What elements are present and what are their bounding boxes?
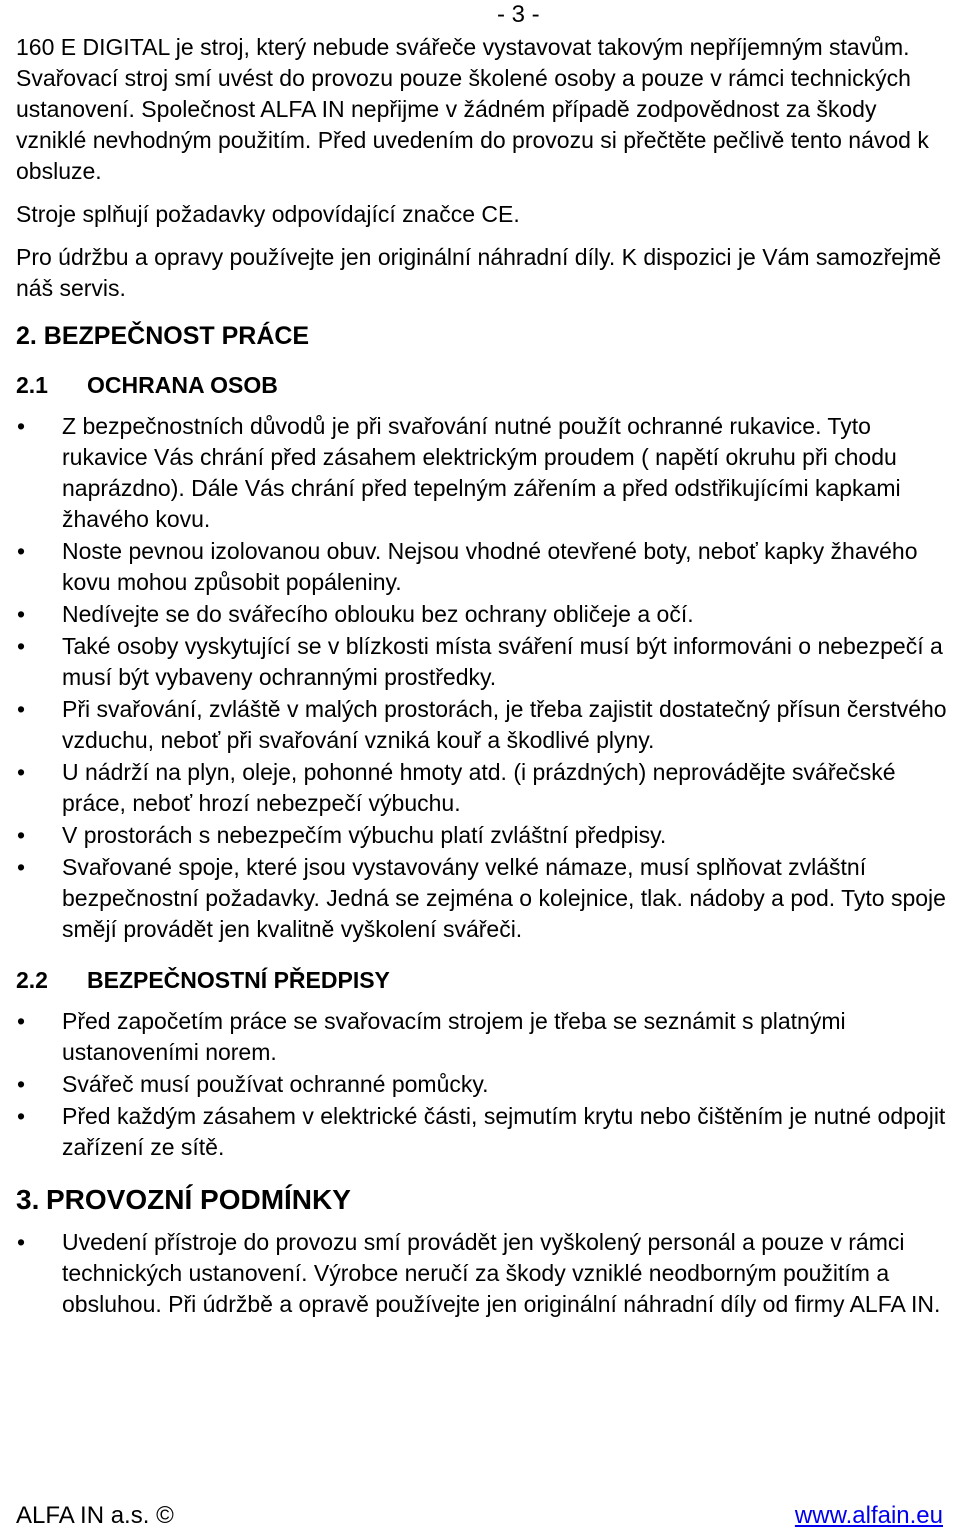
- list-item: [16, 1227, 951, 1320]
- list-item: [16, 411, 951, 535]
- intro-paragraph: 160 E DIGITAL je stroj, který nebude svářeče vystavovat takovým nepříjemným stavům.: [16, 34, 910, 60]
- subsection-number: 2.1: [16, 372, 48, 398]
- bullet-icon: •: [17, 1071, 26, 1097]
- list-item-text: Také osoby vyskytující se v blízkosti místa sváření musí být informováni o nebezpečí a musí být vybaveny ochrannými prostředky.: [62, 633, 943, 690]
- footer-company: ALFA IN a.s. ©: [16, 1502, 174, 1529]
- subsection-title: OCHRANA OSOB: [87, 372, 278, 398]
- list-item-text: Svářeč musí používat ochranné pomůcky.: [62, 1071, 489, 1097]
- footer-website-link[interactable]: www.alfain.eu: [794, 1502, 943, 1529]
- bullet-icon: •: [17, 696, 26, 722]
- document-body: [16, 32, 951, 1340]
- list-item-text: Nedívejte se do svářecího oblouku bez ochrany obličeje a očí.: [62, 601, 694, 627]
- list-item: [16, 1101, 951, 1163]
- bullet-icon: •: [17, 633, 26, 659]
- list-item: [16, 1006, 951, 1068]
- list-item-text: V prostorách s nebezpečím výbuchu platí zvláštní předpisy.: [62, 822, 667, 848]
- bullet-icon: •: [17, 854, 26, 880]
- list-item: [16, 536, 951, 598]
- bullet-list: [16, 411, 951, 945]
- page-footer: [16, 1498, 943, 1534]
- bullet-icon: •: [17, 601, 26, 627]
- subsection-title: BEZPEČNOSTNÍ PŘEDPISY: [87, 967, 390, 993]
- bullet-icon: •: [17, 759, 26, 785]
- subsection-number: 2.2: [16, 967, 48, 993]
- section-number: 3.: [16, 1184, 40, 1215]
- list-item-text: U nádrží na plyn, oleje, pohonné hmoty atd. (i prázdných) neprovádějte svářečské práce, neboť hrozí nebezpečí výbuchu.: [62, 759, 896, 816]
- bullet-icon: •: [17, 1229, 26, 1255]
- list-item: [16, 631, 951, 693]
- list-item-text: Při svařování, zvláště v malých prostorách, je třeba zajistit dostatečný přísun čerstvého vzduchu, neboť při svařování vzniká kouř a škodlivé plyny.: [62, 696, 947, 753]
- page-number: - 3 -: [497, 1, 540, 28]
- intro-paragraph: Stroje splňují požadavky odpovídající značce CE.: [16, 201, 520, 227]
- section-heading: 2. BEZPEČNOST PRÁCE: [16, 322, 310, 350]
- list-item: [16, 757, 951, 819]
- bullet-list: [16, 1006, 951, 1163]
- list-item-text: Před započetím práce se svařovacím strojem je třeba se seznámit s platnými ustanoveními norem.: [62, 1008, 846, 1065]
- section-heading: [16, 1183, 951, 1217]
- section-title: PROVOZNÍ PODMÍNKY: [46, 1184, 351, 1215]
- list-item: [16, 599, 951, 630]
- intro-paragraph: Pro údržbu a opravy používejte jen originální náhradní díly. K dispozici je Vám samozřejmě náš servis.: [16, 244, 942, 301]
- bullet-icon: •: [17, 1103, 26, 1129]
- bullet-icon: •: [17, 413, 26, 439]
- bullet-list: [16, 1227, 951, 1320]
- subsection-heading: [16, 370, 951, 401]
- bullet-icon: •: [17, 822, 26, 848]
- list-item-text: Noste pevnou izolovanou obuv. Nejsou vhodné otevřené boty, neboť kapky žhavého kovu mohou způsobit popáleniny.: [62, 538, 918, 595]
- list-item-text: Svařované spoje, které jsou vystavovány velké námaze, musí splňovat zvláštní bezpečnostní požadavky. Jedná se zejména o kolejnice, tlak. nádoby a pod. Tyto spoje smějí provádět jen kvalitně vyškolení svářeči.: [62, 854, 946, 942]
- intro-paragraph: Svařovací stroj smí uvést do provozu pouze školené osoby a pouze v rámci technických ustanovení. Společnost ALFA IN nepřijme v žádném případě zodpovědnost za škody vzniklé nevhodným použitím. Před uvedením do provozu si přečtěte pečlivě tento návod k obsluze.: [16, 65, 929, 184]
- list-item: [16, 852, 951, 945]
- list-item-text: Z bezpečnostních důvodů je při svařování nutné použít ochranné rukavice. Tyto rukavice Vás chrání před zásahem elektrickým proudem ( napětí okruhu při chodu naprázdno). Dále Vás chrání před tepelným zářením a před odstřikujícími kapkami žhavého kovu.: [62, 413, 901, 532]
- list-item: [16, 1069, 951, 1100]
- bullet-icon: •: [17, 538, 26, 564]
- list-item: [16, 694, 951, 756]
- list-item-text: Uvedení přístroje do provozu smí provádět jen vyškolený personál a pouze v rámci technických ustanovení. Výrobce neručí za škody vzniklé neodborným použitím a obsluhou. Při údržbě a opravě používejte jen originální náhradní díly od firmy ALFA IN.: [62, 1229, 941, 1317]
- bullet-icon: •: [17, 1008, 26, 1034]
- subsection-heading: [16, 965, 951, 996]
- list-item: [16, 820, 951, 851]
- list-item-text: Před každým zásahem v elektrické části, sejmutím krytu nebo čištěním je nutné odpojit zařízení ze sítě.: [62, 1103, 946, 1160]
